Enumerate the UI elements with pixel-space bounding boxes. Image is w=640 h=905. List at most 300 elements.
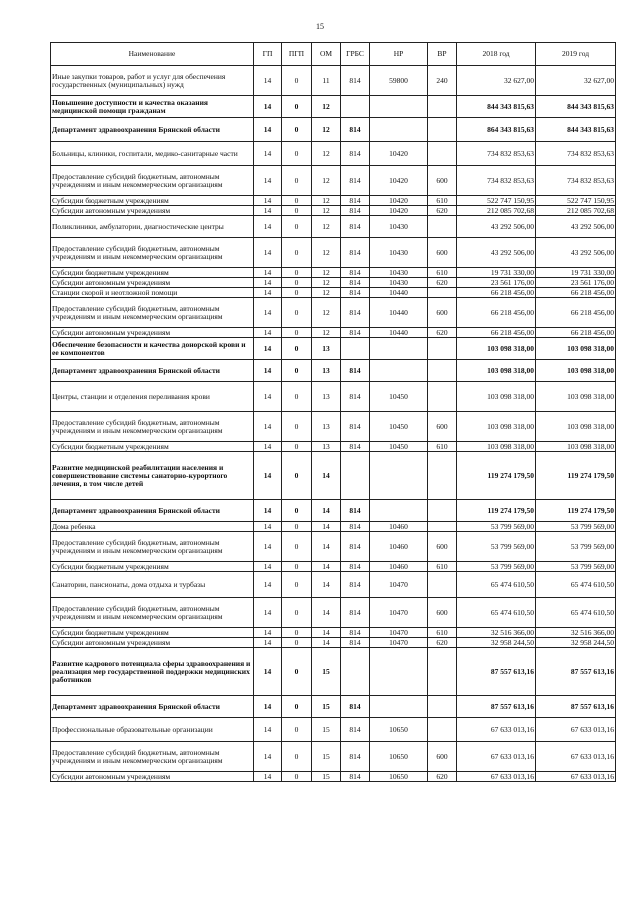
cell-2018: 19 731 330,00 [457, 268, 536, 278]
cell-grbs [341, 452, 370, 500]
cell-gp: 14 [254, 288, 282, 298]
cell-name: Центры, станции и отделения переливания крови [51, 382, 254, 412]
cell-gp: 14 [254, 166, 282, 196]
cell-grbs: 814 [341, 696, 370, 718]
cell-pgp: 0 [282, 562, 312, 572]
cell-name: Обеспечение безопасности и качества донорской крови и ее компонентов [51, 338, 254, 360]
table-row [51, 562, 616, 572]
cell-grbs [341, 96, 370, 118]
cell-pgp: 0 [282, 328, 312, 338]
table-body [51, 66, 616, 782]
cell-nr [370, 338, 428, 360]
cell-nr: 10440 [370, 288, 428, 298]
cell-nr: 10440 [370, 298, 428, 328]
cell-2018: 119 274 179,50 [457, 452, 536, 500]
cell-nr: 10450 [370, 382, 428, 412]
cell-om: 12 [312, 268, 341, 278]
table-row [51, 598, 616, 628]
cell-om: 14 [312, 562, 341, 572]
cell-2018: 23 561 176,00 [457, 278, 536, 288]
cell-grbs: 814 [341, 328, 370, 338]
cell-nr: 10460 [370, 522, 428, 532]
cell-2018: 65 474 610,50 [457, 572, 536, 598]
cell-nr: 10460 [370, 562, 428, 572]
cell-vr: 620 [428, 206, 457, 216]
cell-2019: 65 474 610,50 [536, 598, 616, 628]
cell-vr: 610 [428, 268, 457, 278]
cell-2019: 67 633 013,16 [536, 772, 616, 782]
cell-om: 13 [312, 442, 341, 452]
cell-gp: 14 [254, 328, 282, 338]
cell-name: Субсидии автономным учреждениям [51, 328, 254, 338]
cell-grbs: 814 [341, 142, 370, 166]
table-row [51, 696, 616, 718]
cell-om: 14 [312, 452, 341, 500]
cell-pgp: 0 [282, 278, 312, 288]
cell-2019: 32 958 244,50 [536, 638, 616, 648]
cell-name: Предоставление субсидий бюджетным, автономным учреждениям и иным некоммерческим организациям [51, 598, 254, 628]
cell-gp: 14 [254, 412, 282, 442]
cell-gp: 14 [254, 648, 282, 696]
cell-vr [428, 338, 457, 360]
cell-name: Станции скорой и неотложной помощи [51, 288, 254, 298]
cell-2019: 844 343 815,63 [536, 118, 616, 142]
cell-grbs: 814 [341, 772, 370, 782]
cell-grbs: 814 [341, 572, 370, 598]
cell-gp: 14 [254, 238, 282, 268]
cell-2019: 87 557 613,16 [536, 696, 616, 718]
header-vr: ВР [428, 43, 457, 66]
cell-name: Субсидии автономным учреждениям [51, 206, 254, 216]
cell-gp: 14 [254, 522, 282, 532]
cell-grbs: 814 [341, 532, 370, 562]
cell-gp: 14 [254, 66, 282, 96]
cell-name: Субсидии автономным учреждениям [51, 638, 254, 648]
table-row [51, 718, 616, 742]
cell-2018: 103 098 318,00 [457, 338, 536, 360]
page-number: 15 [316, 22, 324, 31]
cell-gp: 14 [254, 598, 282, 628]
cell-gp: 14 [254, 742, 282, 772]
cell-2019: 67 633 013,16 [536, 742, 616, 772]
cell-grbs: 814 [341, 718, 370, 742]
cell-om: 14 [312, 522, 341, 532]
cell-nr: 10470 [370, 628, 428, 638]
cell-2019: 119 274 179,50 [536, 500, 616, 522]
cell-grbs: 814 [341, 360, 370, 382]
cell-pgp: 0 [282, 382, 312, 412]
cell-2019: 43 292 506,00 [536, 216, 616, 238]
cell-pgp: 0 [282, 118, 312, 142]
table-row [51, 742, 616, 772]
table-row [51, 628, 616, 638]
cell-2018: 864 343 815,63 [457, 118, 536, 142]
table-row [51, 142, 616, 166]
cell-nr: 10440 [370, 328, 428, 338]
cell-vr [428, 696, 457, 718]
cell-nr: 10450 [370, 412, 428, 442]
cell-om: 12 [312, 118, 341, 142]
cell-pgp: 0 [282, 412, 312, 442]
cell-name: Предоставление субсидий бюджетным, автономным учреждениям и иным некоммерческим организациям [51, 298, 254, 328]
cell-grbs: 814 [341, 66, 370, 96]
cell-om: 12 [312, 196, 341, 206]
header-om: ОМ [312, 43, 341, 66]
cell-grbs: 814 [341, 442, 370, 452]
cell-name: Профессиональные образовательные организации [51, 718, 254, 742]
cell-pgp: 0 [282, 598, 312, 628]
table-row [51, 572, 616, 598]
table-row [51, 532, 616, 562]
cell-vr: 240 [428, 66, 457, 96]
cell-om: 12 [312, 96, 341, 118]
cell-2018: 87 557 613,16 [457, 648, 536, 696]
cell-pgp: 0 [282, 522, 312, 532]
cell-gp: 14 [254, 562, 282, 572]
cell-pgp: 0 [282, 298, 312, 328]
cell-om: 12 [312, 238, 341, 268]
cell-om: 13 [312, 360, 341, 382]
cell-pgp: 0 [282, 742, 312, 772]
cell-pgp: 0 [282, 288, 312, 298]
cell-nr [370, 500, 428, 522]
table-row [51, 500, 616, 522]
cell-vr: 600 [428, 412, 457, 442]
cell-name: Департамент здравоохранения Брянской области [51, 500, 254, 522]
cell-name: Субсидии бюджетным учреждениям [51, 562, 254, 572]
cell-om: 12 [312, 328, 341, 338]
header-2019: 2019 год [536, 43, 616, 66]
cell-grbs [341, 648, 370, 696]
cell-nr: 10420 [370, 196, 428, 206]
cell-nr: 10430 [370, 278, 428, 288]
cell-grbs: 814 [341, 166, 370, 196]
cell-nr: 10650 [370, 772, 428, 782]
cell-nr: 10430 [370, 238, 428, 268]
cell-2018: 43 292 506,00 [457, 238, 536, 268]
cell-name: Департамент здравоохранения Брянской области [51, 118, 254, 142]
cell-om: 15 [312, 696, 341, 718]
cell-vr [428, 288, 457, 298]
cell-2018: 67 633 013,16 [457, 772, 536, 782]
cell-2018: 844 343 815,63 [457, 96, 536, 118]
cell-vr: 600 [428, 742, 457, 772]
cell-om: 14 [312, 598, 341, 628]
cell-vr [428, 216, 457, 238]
cell-2019: 53 799 569,00 [536, 522, 616, 532]
cell-om: 13 [312, 412, 341, 442]
cell-name: Субсидии автономным учреждениям [51, 772, 254, 782]
cell-2019: 66 218 456,00 [536, 328, 616, 338]
cell-name: Субсидии автономным учреждениям [51, 278, 254, 288]
cell-2019: 53 799 569,00 [536, 532, 616, 562]
cell-om: 12 [312, 298, 341, 328]
table-row [51, 328, 616, 338]
header-pgp: ПГП [282, 43, 312, 66]
cell-2018: 53 799 569,00 [457, 532, 536, 562]
cell-om: 15 [312, 648, 341, 696]
cell-nr [370, 648, 428, 696]
cell-2019: 23 561 176,00 [536, 278, 616, 288]
cell-2019: 43 292 506,00 [536, 238, 616, 268]
cell-pgp: 0 [282, 196, 312, 206]
cell-vr [428, 382, 457, 412]
cell-gp: 14 [254, 268, 282, 278]
cell-pgp: 0 [282, 452, 312, 500]
cell-name: Повышение доступности и качества оказания медицинской помощи гражданам [51, 96, 254, 118]
cell-nr: 10420 [370, 206, 428, 216]
cell-vr [428, 96, 457, 118]
header-name: Наименование [51, 43, 254, 66]
cell-grbs: 814 [341, 278, 370, 288]
cell-nr: 10470 [370, 598, 428, 628]
cell-pgp: 0 [282, 206, 312, 216]
cell-2018: 103 098 318,00 [457, 442, 536, 452]
cell-nr [370, 696, 428, 718]
cell-2018: 119 274 179,50 [457, 500, 536, 522]
cell-name: Дома ребенка [51, 522, 254, 532]
table-row [51, 166, 616, 196]
cell-nr [370, 118, 428, 142]
cell-om: 11 [312, 66, 341, 96]
table-row [51, 772, 616, 782]
cell-vr: 610 [428, 442, 457, 452]
table-row [51, 360, 616, 382]
cell-om: 12 [312, 278, 341, 288]
table-row [51, 288, 616, 298]
cell-name: Предоставление субсидий бюджетным, автономным учреждениям и иным некоммерческим организациям [51, 238, 254, 268]
cell-om: 14 [312, 572, 341, 598]
cell-nr: 10470 [370, 572, 428, 598]
cell-name: Иные закупки товаров, работ и услуг для обеспечения государственных (муниципальных) нужд [51, 66, 254, 96]
cell-nr: 59800 [370, 66, 428, 96]
cell-nr [370, 96, 428, 118]
cell-vr [428, 142, 457, 166]
cell-pgp: 0 [282, 238, 312, 268]
cell-name: Предоставление субсидий бюджетным, автономным учреждениям и иным некоммерческим организациям [51, 166, 254, 196]
cell-vr: 610 [428, 196, 457, 206]
cell-name: Поликлиники, амбулатории, диагностические центры [51, 216, 254, 238]
cell-gp: 14 [254, 772, 282, 782]
cell-2018: 66 218 456,00 [457, 298, 536, 328]
cell-om: 12 [312, 288, 341, 298]
table-row [51, 96, 616, 118]
cell-om: 15 [312, 718, 341, 742]
cell-grbs: 814 [341, 742, 370, 772]
table-row [51, 298, 616, 328]
cell-2019: 87 557 613,16 [536, 648, 616, 696]
cell-nr [370, 452, 428, 500]
cell-om: 15 [312, 772, 341, 782]
cell-2019: 66 218 456,00 [536, 288, 616, 298]
cell-nr: 10420 [370, 142, 428, 166]
cell-2018: 66 218 456,00 [457, 328, 536, 338]
cell-2018: 53 799 569,00 [457, 522, 536, 532]
cell-grbs: 814 [341, 196, 370, 206]
cell-om: 12 [312, 216, 341, 238]
cell-vr: 600 [428, 598, 457, 628]
cell-name: Субсидии бюджетным учреждениям [51, 628, 254, 638]
cell-2019: 19 731 330,00 [536, 268, 616, 278]
cell-gp: 14 [254, 532, 282, 562]
cell-pgp: 0 [282, 648, 312, 696]
cell-grbs: 814 [341, 216, 370, 238]
cell-2019: 212 085 702,68 [536, 206, 616, 216]
cell-2019: 103 098 318,00 [536, 360, 616, 382]
cell-grbs: 814 [341, 382, 370, 412]
cell-2018: 32 516 366,00 [457, 628, 536, 638]
cell-vr [428, 500, 457, 522]
cell-gp: 14 [254, 628, 282, 638]
cell-pgp: 0 [282, 166, 312, 196]
cell-gp: 14 [254, 500, 282, 522]
cell-om: 12 [312, 166, 341, 196]
cell-name: Субсидии бюджетным учреждениям [51, 196, 254, 206]
cell-name: Предоставление субсидий бюджетным, автономным учреждениям и иным некоммерческим организациям [51, 532, 254, 562]
cell-om: 12 [312, 142, 341, 166]
cell-2019: 103 098 318,00 [536, 442, 616, 452]
cell-gp: 14 [254, 96, 282, 118]
cell-gp: 14 [254, 452, 282, 500]
cell-grbs: 814 [341, 268, 370, 278]
cell-2018: 87 557 613,16 [457, 696, 536, 718]
cell-gp: 14 [254, 118, 282, 142]
cell-2019: 32 627,00 [536, 66, 616, 96]
cell-gp: 14 [254, 338, 282, 360]
table-row [51, 238, 616, 268]
cell-nr: 10650 [370, 718, 428, 742]
cell-2019: 119 274 179,50 [536, 452, 616, 500]
table-row [51, 452, 616, 500]
cell-gp: 14 [254, 696, 282, 718]
cell-2019: 66 218 456,00 [536, 298, 616, 328]
cell-grbs: 814 [341, 500, 370, 522]
cell-nr: 10430 [370, 216, 428, 238]
cell-2018: 103 098 318,00 [457, 360, 536, 382]
table-row [51, 382, 616, 412]
cell-gp: 14 [254, 142, 282, 166]
cell-gp: 14 [254, 196, 282, 206]
cell-2019: 65 474 610,50 [536, 572, 616, 598]
cell-vr [428, 718, 457, 742]
cell-grbs: 814 [341, 638, 370, 648]
cell-nr [370, 360, 428, 382]
cell-2018: 734 832 853,63 [457, 142, 536, 166]
cell-name: Развитие кадрового потенциала сферы здравоохранения и реализация мер государственной поддержки медицинских работников [51, 648, 254, 696]
cell-2018: 67 633 013,16 [457, 742, 536, 772]
cell-gp: 14 [254, 572, 282, 598]
cell-vr: 620 [428, 772, 457, 782]
cell-gp: 14 [254, 382, 282, 412]
cell-vr: 600 [428, 532, 457, 562]
cell-grbs: 814 [341, 628, 370, 638]
cell-2018: 53 799 569,00 [457, 562, 536, 572]
cell-pgp: 0 [282, 696, 312, 718]
table-row [51, 66, 616, 96]
cell-nr: 10470 [370, 638, 428, 648]
cell-om: 15 [312, 742, 341, 772]
cell-pgp: 0 [282, 96, 312, 118]
cell-gp: 14 [254, 298, 282, 328]
cell-2018: 32 958 244,50 [457, 638, 536, 648]
cell-name: Развитие медицинской реабилитации населения и совершенствование системы санаторно-курортного лечения, в том числе детей [51, 452, 254, 500]
cell-om: 12 [312, 206, 341, 216]
cell-2019: 53 799 569,00 [536, 562, 616, 572]
header-gp: ГП [254, 43, 282, 66]
cell-vr: 600 [428, 166, 457, 196]
cell-gp: 14 [254, 638, 282, 648]
table-row [51, 118, 616, 142]
table-row [51, 522, 616, 532]
cell-gp: 14 [254, 206, 282, 216]
table-row [51, 268, 616, 278]
cell-2018: 522 747 150,95 [457, 196, 536, 206]
cell-pgp: 0 [282, 532, 312, 562]
cell-vr: 610 [428, 562, 457, 572]
cell-vr: 610 [428, 628, 457, 638]
cell-2018: 103 098 318,00 [457, 412, 536, 442]
cell-2019: 734 832 853,63 [536, 142, 616, 166]
cell-nr: 10420 [370, 166, 428, 196]
cell-vr [428, 360, 457, 382]
cell-gp: 14 [254, 216, 282, 238]
header-row [51, 43, 616, 66]
cell-grbs: 814 [341, 298, 370, 328]
cell-name: Предоставление субсидий бюджетным, автономным учреждениям и иным некоммерческим организациям [51, 412, 254, 442]
cell-pgp: 0 [282, 142, 312, 166]
cell-grbs: 814 [341, 598, 370, 628]
table-row [51, 648, 616, 696]
cell-gp: 14 [254, 360, 282, 382]
cell-2019: 103 098 318,00 [536, 338, 616, 360]
cell-grbs: 814 [341, 562, 370, 572]
cell-2019: 522 747 150,95 [536, 196, 616, 206]
cell-pgp: 0 [282, 216, 312, 238]
budget-table [50, 42, 616, 782]
cell-grbs: 814 [341, 412, 370, 442]
table-row [51, 412, 616, 442]
cell-vr [428, 572, 457, 598]
cell-vr [428, 522, 457, 532]
cell-2018: 67 633 013,16 [457, 718, 536, 742]
cell-2019: 103 098 318,00 [536, 412, 616, 442]
table-row [51, 442, 616, 452]
cell-vr: 620 [428, 638, 457, 648]
cell-om: 14 [312, 638, 341, 648]
table-row [51, 638, 616, 648]
cell-grbs: 814 [341, 206, 370, 216]
cell-name: Департамент здравоохранения Брянской области [51, 360, 254, 382]
cell-grbs [341, 338, 370, 360]
cell-vr: 620 [428, 328, 457, 338]
cell-pgp: 0 [282, 718, 312, 742]
cell-om: 14 [312, 500, 341, 522]
cell-om: 13 [312, 382, 341, 412]
cell-vr: 620 [428, 278, 457, 288]
cell-nr: 10450 [370, 442, 428, 452]
cell-nr: 10430 [370, 268, 428, 278]
cell-2018: 734 832 853,63 [457, 166, 536, 196]
cell-2018: 66 218 456,00 [457, 288, 536, 298]
table-row [51, 338, 616, 360]
cell-nr: 10460 [370, 532, 428, 562]
cell-om: 13 [312, 338, 341, 360]
cell-pgp: 0 [282, 338, 312, 360]
cell-vr: 600 [428, 298, 457, 328]
cell-vr [428, 118, 457, 142]
cell-name: Больницы, клиники, госпитали, медико-санитарные части [51, 142, 254, 166]
cell-grbs: 814 [341, 238, 370, 268]
